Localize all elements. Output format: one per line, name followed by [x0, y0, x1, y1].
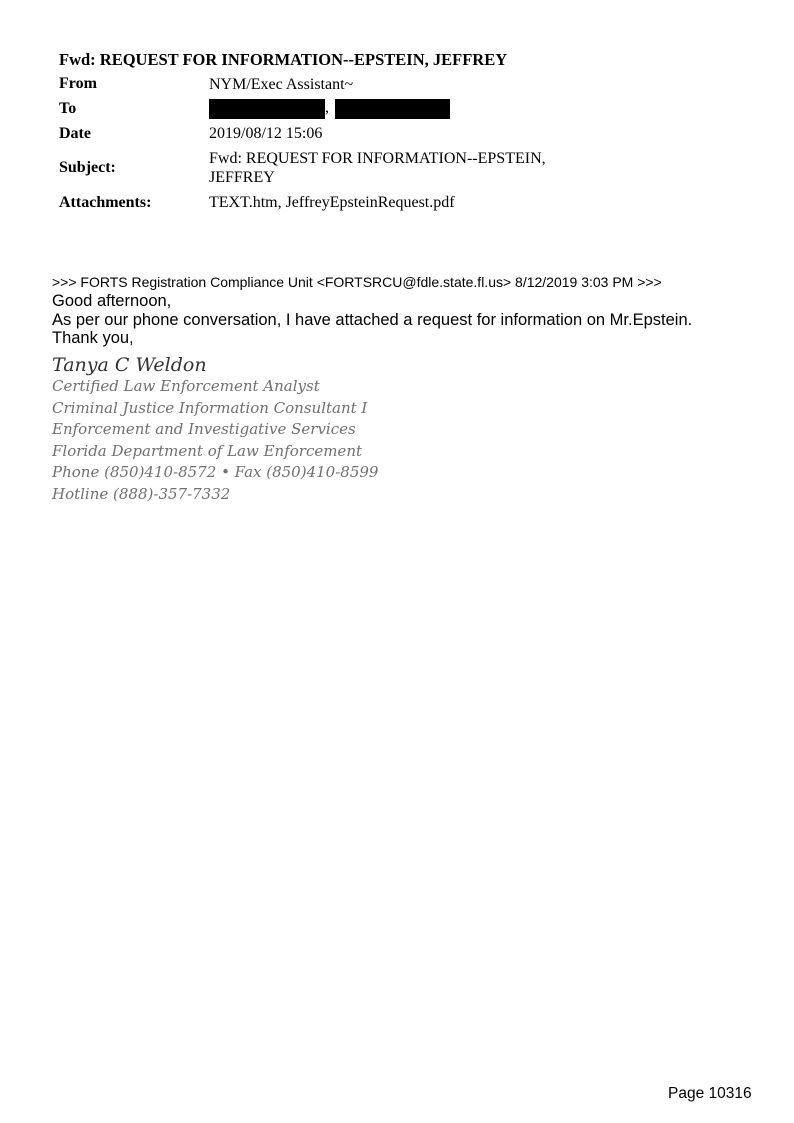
subject-line-1: Fwd: REQUEST FOR INFORMATION--EPSTEIN,	[209, 150, 546, 167]
signature-phone-fax: Phone (850)410-8572 • Fax (850)410-8599	[52, 463, 379, 481]
signature-title-1: Certified Law Enforcement Analyst	[52, 377, 320, 395]
page-number: Page 10316	[668, 1085, 752, 1102]
redaction-box	[209, 99, 325, 119]
header-row-from	[59, 72, 546, 96]
to-separator: ,	[325, 99, 329, 117]
email-header-table	[59, 72, 546, 215]
redaction-box	[335, 99, 450, 119]
date-value: 2019/08/12 15:06	[209, 125, 323, 142]
forwarded-message-header: >>> FORTS Registration Compliance Unit <FORTSRCU@fdle.state.fl.us> 8/12/2019 3:03 PM >>>	[52, 274, 662, 290]
to-label: To	[59, 99, 77, 117]
subject-label: Subject:	[59, 159, 116, 176]
to-value	[209, 98, 450, 118]
signature-agency: Florida Department of Law Enforcement	[52, 441, 363, 460]
header-row-attachments	[59, 190, 546, 215]
subject-value	[209, 149, 546, 187]
header-row-to	[59, 96, 546, 121]
body-closing: Thank you,	[52, 329, 134, 347]
email-signature	[52, 354, 378, 505]
attachments-label: Attachments:	[59, 193, 152, 211]
signature-hotline: Hotline (888)-357-7332	[52, 484, 231, 503]
date-label: Date	[59, 124, 91, 142]
header-row-date	[59, 121, 546, 146]
body-greeting: Good afternoon,	[52, 292, 172, 310]
email-body	[52, 292, 692, 348]
header-row-subject	[59, 146, 546, 190]
from-label: From	[59, 75, 97, 92]
signature-title-2: Criminal Justice Information Consultant I	[52, 398, 368, 417]
body-message: As per our phone conversation, I have attached a request for information on Mr.Epstein.	[52, 310, 693, 329]
signature-division: Enforcement and Investigative Services	[52, 420, 356, 438]
subject-line-2: JEFFREY	[209, 169, 275, 186]
attachments-value: TEXT.htm, JeffreyEpsteinRequest.pdf	[209, 194, 455, 211]
email-title: Fwd: REQUEST FOR INFORMATION--EPSTEIN, JEFFREY	[59, 50, 508, 69]
from-value: NYM/Exec Assistant~	[209, 75, 354, 93]
signature-name: Tanya C Weldon	[52, 354, 207, 376]
